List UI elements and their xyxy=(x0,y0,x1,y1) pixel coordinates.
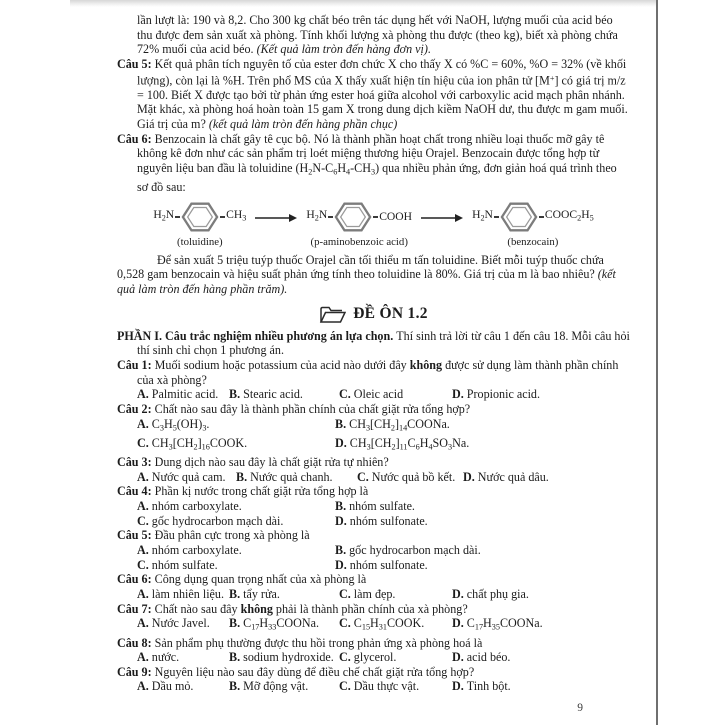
formula-left: $H_2N$ xyxy=(306,207,328,223)
formula-left: $H_2N$ xyxy=(472,207,493,223)
question-text: Câu 2: Chất nào sau đây là thành phần chính của chất giặt rửa tổng hợp? xyxy=(117,401,471,416)
bond-line xyxy=(494,216,499,217)
section-heading xyxy=(117,305,630,324)
option-b: B. Stearic acid. xyxy=(229,387,303,402)
question-top-6: Câu 6: Benzocain là chất gây tê cục bộ. Nó là thành phần hoạt chất trong nhiều loại thuốc mỡ gây tê không kê đơn như các sản phẩm trị loét miệng thương hiệu Orajel. Benzocain được tổng hợp từ nguyên liệu ban đầu là toluidine $(H_2N-C_6H_4-CH_3)$ qua nhiều phản ứng, đơn giản hoá quá trình theo sơ đồ sau: xyxy=(117,131,617,195)
option-a: A. làm nhiên liệu. xyxy=(137,586,224,601)
paragraph-continuation: lần lượt là: 190 và 8,2. Cho 300 kg chất béo trên tác dụng hết với NaOH, lượng muối của acid béo thu được đem sản xuất xà phòng. Tính khối lượng xà phòng thu được (theo kg), biết xà phòng chứa 72% muối của acid béo. (Kết quả làm tròn đến hàng đơn vị). xyxy=(137,13,618,57)
question-7 xyxy=(117,602,630,636)
structure-toluidine xyxy=(153,200,246,250)
option-c: C. nhóm sulfate. xyxy=(137,557,218,572)
question-4 xyxy=(117,484,630,528)
option-c: C. Dầu thực vật. xyxy=(339,679,420,694)
option-d: D. $C_{17}H_{35}COONa$. xyxy=(452,616,543,632)
formula-left: $H_2N$ xyxy=(153,207,175,223)
option-b: B. tẩy rửa. xyxy=(229,586,280,601)
option-d: D. Propionic acid. xyxy=(452,387,540,402)
question-8 xyxy=(117,636,630,665)
bond-line xyxy=(220,216,225,217)
options-row xyxy=(137,470,630,485)
option-b: B. Nước quả chanh. xyxy=(236,469,333,484)
option-a: A. nước. xyxy=(137,650,180,665)
bond-line xyxy=(328,216,333,217)
page-number: 9 xyxy=(577,702,583,714)
options-grid xyxy=(137,543,630,572)
option-c: C. làm đẹp. xyxy=(339,586,396,601)
question-text: Câu 9: Nguyên liệu nào sau đây dùng để điều chế chất giặt rửa tổng hợp? xyxy=(117,664,475,679)
option-b: B. $C_{17}H_{33}COONa$. xyxy=(229,616,319,632)
option-c: C. Oleic acid xyxy=(339,387,404,402)
option-a: A. nhóm carboxylate. xyxy=(137,542,242,557)
question-text: Câu 8: Sản phẩm phụ thường được thu hồi trong phản ứng xà phòng hoá là xyxy=(117,635,483,650)
reaction-scheme-diagram xyxy=(117,200,630,250)
option-c: C. Nước quả bồ kết. xyxy=(357,469,456,484)
question-6 xyxy=(117,572,630,601)
benzene-ring-icon xyxy=(334,200,372,234)
option-a: A. Nước quả cam. xyxy=(137,469,226,484)
bond-line xyxy=(175,216,180,217)
option-a: A. Nước Javel. xyxy=(137,616,210,631)
bond-line xyxy=(539,216,544,217)
structure-label: (p-aminobenzoic acid) xyxy=(310,235,408,248)
options-row xyxy=(137,679,630,694)
option-a: A. Dầu mỏ. xyxy=(137,679,194,694)
structure-p-aminobenzoic-acid xyxy=(306,200,412,250)
question-text: Câu 1: Muối sodium hoặc potassium của acid nào dưới đây không được sử dụng làm thành phần chính của xà phòng? xyxy=(117,357,619,387)
question-top-5: Câu 5: Kết quả phân tích nguyên tố của ester đơn chức X cho thấy X có %C = 60%, %O = 32% (về khối lượng), còn lại là %H. Trên phổ MS của X thấy xuất hiện tín hiệu của ion phân tử [M+] có giá trị m/z = 100. Biết X được tạo bởi từ phản ứng ester hoá giữa alcohol với carboxylic acid mạch phân nhánh. Mặt khác, xà phòng hoá hoàn toàn 15 gam X trong dung dịch kiềm NaOH dư, thu được m gam muối. Giá trị của m? (kết quả làm tròn đến hàng phần chục) xyxy=(117,56,628,132)
section-title: ĐỀ ÔN 1.2 xyxy=(353,304,428,322)
formula-right: COOH xyxy=(379,209,413,223)
option-d: D. nhóm sulfonate. xyxy=(335,557,428,572)
option-c: C. glycerol. xyxy=(339,650,397,665)
paragraph-benzocain-question: Để sản xuất 5 triệu tuýp thuốc Orajel cần tối thiểu m tấn toluidine. Biết mỗi tuýp thuốc chứa 0,528 gam benzocain và hiệu suất phản ứng tính theo toluidine là 80%. Giá trị của m là bao nhiêu? (kết quả làm tròn đến hàng phần trăm). xyxy=(117,252,616,296)
option-a: A. Palmitic acid. xyxy=(137,387,219,402)
option-b: B. nhóm sulfate. xyxy=(335,499,415,513)
question-text: Câu 7: Chất nào sau đây không phải là thành phần chính của xà phòng? xyxy=(117,601,468,616)
option-c: C. $C_{15}H_{31}COOK$. xyxy=(339,616,425,632)
bond-line xyxy=(373,216,378,217)
question-text: Câu 4: Phần kị nước trong chất giặt rửa tổng hợp là xyxy=(117,484,369,499)
option-c: C. $CH_3[CH_2]_{16}COOK$. xyxy=(137,435,248,452)
option-d: D. $CH_3[CH_2]_{11}C_6H_4SO_3Na$. xyxy=(335,435,470,452)
option-b: B. $CH_3[CH_2]_{14}COONa$. xyxy=(335,416,450,433)
options-row xyxy=(137,616,630,635)
option-d: D. Nước quả dâu. xyxy=(463,469,549,484)
part1-instructions: PHẦN I. Câu trắc nghiệm nhiều phương án lựa chọn. Thí sinh trả lời từ câu 1 đến câu 18. Mỗi câu hỏi thí sinh chỉ chọn 1 phương án. xyxy=(117,328,630,358)
option-b: B. sodium hydroxide. xyxy=(229,650,334,665)
page-content xyxy=(117,13,630,694)
question-text: Câu 5: Đầu phân cực trong xà phòng là xyxy=(117,528,310,543)
formula-right: $COOC_2H_5$ xyxy=(544,207,594,223)
formula-right: $CH_3$ xyxy=(226,207,247,223)
options-row xyxy=(137,587,630,602)
option-a: A. $C_3H_5(OH)_3$. xyxy=(137,416,210,433)
option-b: B. gốc hydrocarbon mạch dài. xyxy=(335,542,481,557)
document-page xyxy=(70,0,658,725)
option-a: A. nhóm carboxylate. xyxy=(137,499,242,513)
benzene-ring-icon xyxy=(181,200,219,234)
structure-benzocain xyxy=(472,200,594,250)
option-c: C. gốc hydrocarbon mạch dài. xyxy=(137,513,284,528)
options-row xyxy=(137,650,630,665)
question-5 xyxy=(117,528,630,572)
reaction-arrow-icon xyxy=(421,213,463,223)
option-d: D. acid béo. xyxy=(452,650,511,665)
options-row xyxy=(137,387,630,402)
question-3 xyxy=(117,455,630,484)
folder-icon xyxy=(319,305,346,324)
question-1 xyxy=(117,358,630,402)
benzene-ring-icon xyxy=(500,200,538,234)
structure-label: (benzocain) xyxy=(507,235,559,248)
option-d: D. nhóm sulfonate. xyxy=(335,513,428,528)
option-b: B. Mỡ động vật. xyxy=(229,679,309,694)
options-grid xyxy=(137,499,630,528)
question-9 xyxy=(117,665,630,694)
options-grid xyxy=(137,417,630,456)
structure-label: (toluidine) xyxy=(177,235,223,248)
reaction-arrow-icon xyxy=(255,213,297,223)
scan-edge-shadow xyxy=(70,0,656,7)
option-d: D. Tinh bột. xyxy=(452,679,511,694)
option-d: D. chất phụ gia. xyxy=(452,586,529,601)
question-text: Câu 3: Dung dịch nào sau đây là chất giặt rửa tự nhiên? xyxy=(117,455,389,470)
question-2 xyxy=(117,402,630,455)
question-text: Câu 6: Công dụng quan trọng nhất của xà phòng là xyxy=(117,572,367,587)
